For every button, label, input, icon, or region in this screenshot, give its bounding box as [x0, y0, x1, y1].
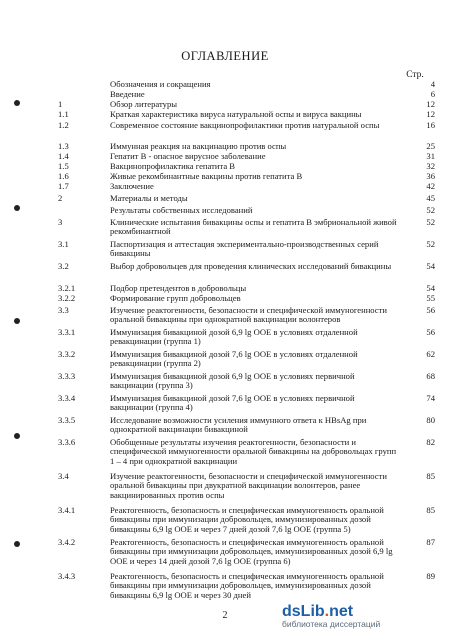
toc-entry-title: Реактогенность, безопасность и специфическая иммуногенность оральной бивакцины при иммунизации добровольцев, иммунизированных дозой 6,9 lg ООЕ и через 14 дней дозой 7,6 lg ООЕ (группа 6) — [110, 537, 393, 566]
binder-hole-dot — [14, 541, 20, 547]
toc-entry-number: 3.2.1 — [58, 283, 76, 293]
toc-entry-number: 1.6 — [58, 171, 69, 181]
watermark-brand-b: net — [329, 603, 354, 620]
toc-entry-number: 1 — [58, 99, 63, 109]
toc-entry-number: 3.1 — [58, 239, 69, 249]
toc-entry-page: 54 — [426, 261, 435, 271]
toc-entry-title: Реактогенность, безопасность и специфическая иммуногенность оральной бивакцины при иммунизации добровольцев, иммунизированных дозой бивакцины 6,9 lg ООЕ и через 7 дней дозой 7,6 lg ООЕ (группа 5) — [110, 505, 384, 534]
page-column-label: Стр. — [406, 70, 424, 80]
toc-entry-page: 54 — [426, 283, 435, 293]
toc-entry-title: Иммунизация бивакциной дозой 7,6 lg ООЕ в условиях отдаленной ревакцинации (группа 2) — [110, 349, 358, 369]
toc-entry-page: 36 — [426, 171, 435, 181]
toc-entry-title: Иммунизация бивакциной дозой 7,6 lg ООЕ в условиях первичной вакцинации (группа 4) — [110, 393, 355, 413]
toc-entry-title: Гепатит В - опасное вирусное заболевание — [110, 151, 266, 161]
toc-entry-title: Изучение реактогенности, безопасности и специфической иммуногенности оральной бивакцины при однократной вакцинации волонтеров — [110, 305, 387, 325]
toc-entry-page: 6 — [430, 89, 435, 99]
toc-entry-page: 12 — [426, 109, 435, 119]
binder-hole-dot — [14, 205, 20, 211]
toc-entry-page: 74 — [426, 393, 435, 403]
binder-hole-dot — [14, 433, 20, 439]
toc-entry-number: 3.3 — [58, 305, 69, 315]
toc-entry-number: 1.5 — [58, 161, 69, 171]
toc-entry-title: Иммунная реакция на вакцинацию против оспы — [110, 141, 287, 151]
toc-entry-page: 87 — [426, 537, 435, 547]
toc-entry-title: Заключение — [110, 181, 154, 191]
toc-entry-number: 1.2 — [58, 120, 69, 130]
toc-entry-number: 3.3.1 — [58, 327, 76, 337]
toc-entry-number: 3.2.2 — [58, 293, 76, 303]
toc-entry-page: 82 — [426, 437, 435, 447]
page-number: 2 — [222, 610, 228, 621]
binder-hole-dot — [14, 318, 20, 324]
toc-entry-page: 89 — [426, 571, 435, 581]
toc-entry-title: Введение — [110, 89, 145, 99]
toc-entry-title: Формирование групп добровольцев — [110, 293, 241, 303]
toc-entry-title: Обобщенные результаты изучения реактогенности, безопасности и специфической иммуногенности оральной бивакцины на добровольцах групп 1 – 4 при однократной вакцинации — [110, 437, 397, 466]
toc-entry-number: 1.3 — [58, 141, 69, 151]
toc-entry-title: Обзор литературы — [110, 99, 178, 109]
toc-entry-number: 3.3.6 — [58, 437, 76, 447]
toc-entry-page: 45 — [426, 193, 435, 203]
toc-entry-page: 4 — [430, 79, 435, 89]
toc-entry-page: 31 — [426, 151, 435, 161]
toc-entry-page: 52 — [426, 205, 435, 215]
toc-entry-number: 1.4 — [58, 151, 69, 161]
toc-entry-page: 16 — [426, 120, 435, 130]
toc-entry-number: 3.3.5 — [58, 415, 76, 425]
toc-entry-number: 3.3.2 — [58, 349, 76, 359]
toc-entry-title: Иммунизация бивакциной дозой 6,9 lg ООЕ в условиях отдаленной ревакцинации (группа 1) — [110, 327, 358, 347]
toc-entry-page: 62 — [426, 349, 435, 359]
toc-entry-number: 3.4.3 — [58, 571, 76, 581]
toc-entry-title: Паспортизация и аттестация экспериментально-производственных серий бивакцины — [110, 239, 379, 259]
binder-hole-dot — [14, 100, 20, 106]
toc-entry-number: 3 — [58, 217, 63, 227]
dslib-watermark-logo — [282, 603, 442, 633]
toc-entry-title: Исследование возможности усиления иммунного ответа к HBsAg при однократной вакцинации бивакциной — [110, 415, 367, 435]
toc-entry-page: 56 — [426, 327, 435, 337]
toc-entry-title: Изучение реактогенности, безопасности и специфической иммуногенности оральной бивакцины при двукратной вакцинации волонтеров, ранее вакцинированных против оспы — [110, 471, 387, 500]
toc-entry-title: Краткая характеристика вируса натуральной оспы и вируса вакцины — [110, 109, 362, 119]
toc-entry-title: Результаты собственных исследований — [110, 205, 253, 215]
toc-entry-number: 1.7 — [58, 181, 69, 191]
toc-entry-page: 80 — [426, 415, 435, 425]
toc-entry-page: 55 — [426, 293, 435, 303]
watermark-brand-dot: . — [324, 603, 330, 620]
toc-entry-number: 3.2 — [58, 261, 69, 271]
toc-entry-number: 2 — [58, 193, 63, 203]
toc-entry-title: Реактогенность, безопасность и специфическая иммуногенность оральной бивакцины при иммунизации добровольцев, иммунизированных дозой бивакцины 6,9 lg ООЕ и через 30 дней — [110, 571, 384, 600]
toc-entry-title: Клинические испытания бивакцины оспы и гепатита В эмбриональной живой рекомбинантной — [110, 217, 397, 237]
toc-entry-title: Современное состояние вакцинопрофилактики против натуральной оспы — [110, 120, 380, 130]
toc-entry-number: 3.4 — [58, 471, 69, 481]
toc-entry-page: 52 — [426, 217, 435, 227]
toc-entry-title: Живые рекомбинантные вакцины против гепатита В — [110, 171, 303, 181]
page-title: ОГЛАВЛЕНИЕ — [181, 49, 269, 63]
toc-entry-number: 3.4.1 — [58, 505, 76, 515]
toc-entry-title: Вакцинопрофилактика гепатита В — [110, 161, 236, 171]
toc-entry-page: 42 — [426, 181, 435, 191]
toc-entry-title: Выбор добровольцев для проведения клинических исследований бивакцины — [110, 261, 392, 271]
toc-entry-title: Иммунизация бивакциной дозой 6,9 lg ООЕ в условиях первичной вакцинации (группа 3) — [110, 371, 355, 391]
toc-entry-page: 52 — [426, 239, 435, 249]
toc-entry-title: Подбор претендентов в добровольцы — [110, 283, 247, 293]
toc-entry-page: 12 — [426, 99, 435, 109]
toc-entry-page: 56 — [426, 305, 435, 315]
toc-entry-page: 32 — [426, 161, 435, 171]
toc-entry-page: 25 — [426, 141, 435, 151]
toc-entry-title: Обозначения и сокращения — [110, 79, 211, 89]
toc-entry-number: 3.3.3 — [58, 371, 76, 381]
toc-entry-page: 68 — [426, 371, 435, 381]
toc-entry-page: 85 — [426, 505, 435, 515]
toc-entry-number: 3.3.4 — [58, 393, 76, 403]
toc-entry-page: 85 — [426, 471, 435, 481]
watermark-brand-a: dsLib — [282, 603, 325, 620]
watermark-subtitle: библиотека диссертаций — [282, 619, 381, 629]
toc-entry-title: Материалы и методы — [110, 193, 188, 203]
toc-entry-number: 3.4.2 — [58, 537, 76, 547]
toc-entry-number: 1.1 — [58, 109, 69, 119]
